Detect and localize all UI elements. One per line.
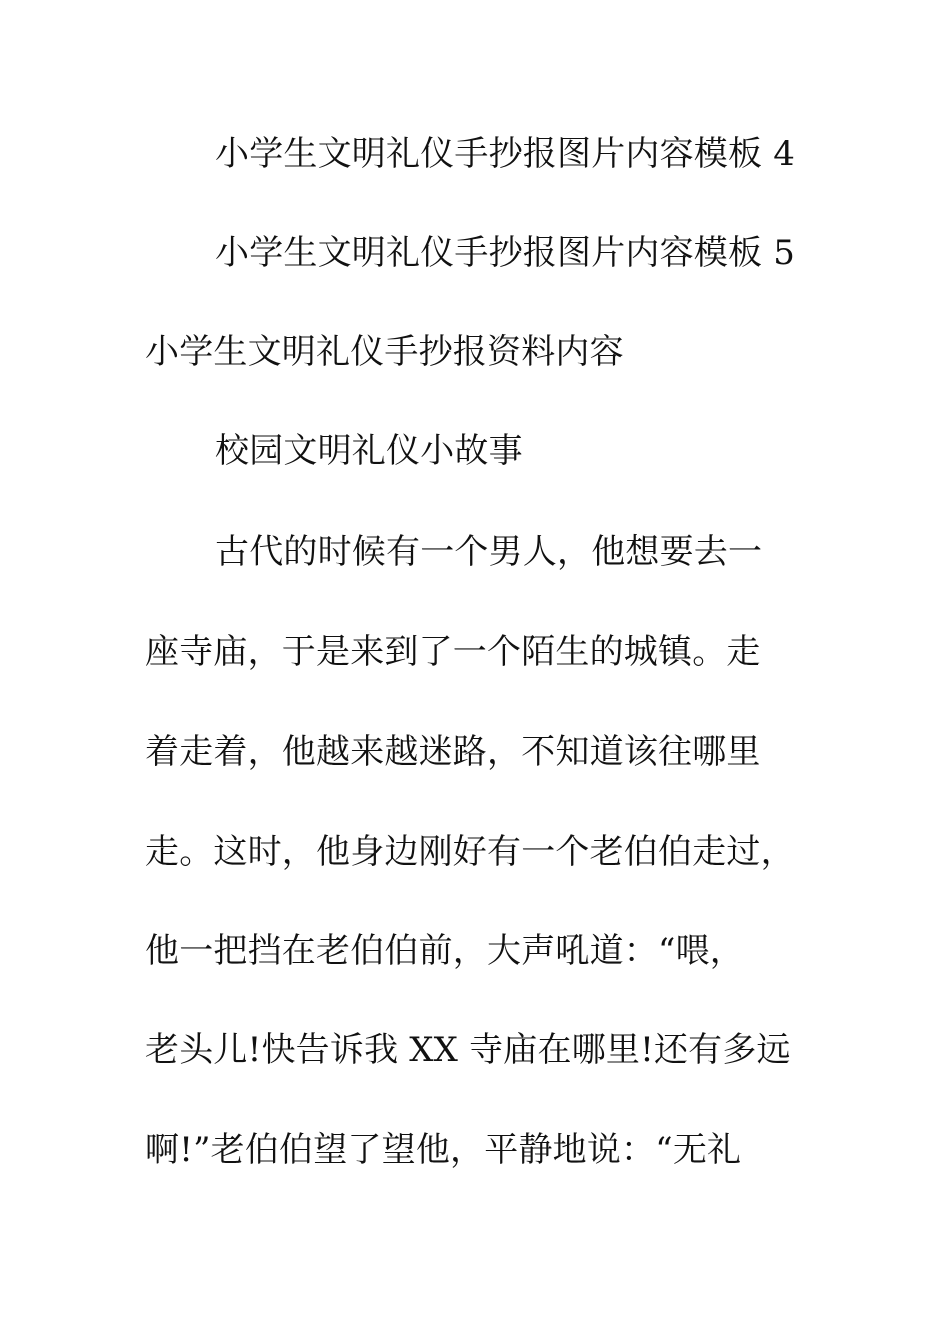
paragraph-line: 走。这时，他身边刚好有一个老伯伯走过， [145,832,795,872]
paragraph-line: 啊!”老伯伯望了望他，平静地说：“无礼 [145,1130,742,1170]
paragraph-line: 座寺庙，于是来到了一个陌生的城镇。走 [145,632,761,672]
paragraph-line: 着走着，他越来越迷路，不知道该往哪里 [145,732,761,772]
paragraph-line: 古代的时候有一个男人，他想要去一 [215,532,763,572]
paragraph-line: 老头儿!快告诉我 XX 寺庙在哪里!还有多远 [145,1030,791,1070]
story-title: 校园文明礼仪小故事 [215,431,523,471]
template-caption-4: 小学生文明礼仪手抄报图片内容模板 4 [215,134,796,174]
template-caption-5: 小学生文明礼仪手抄报图片内容模板 5 [215,233,796,273]
section-heading: 小学生文明礼仪手抄报资料内容 [145,332,624,372]
paragraph-line: 他一把挡在老伯伯前，大声吼道：“喂， [145,931,744,971]
